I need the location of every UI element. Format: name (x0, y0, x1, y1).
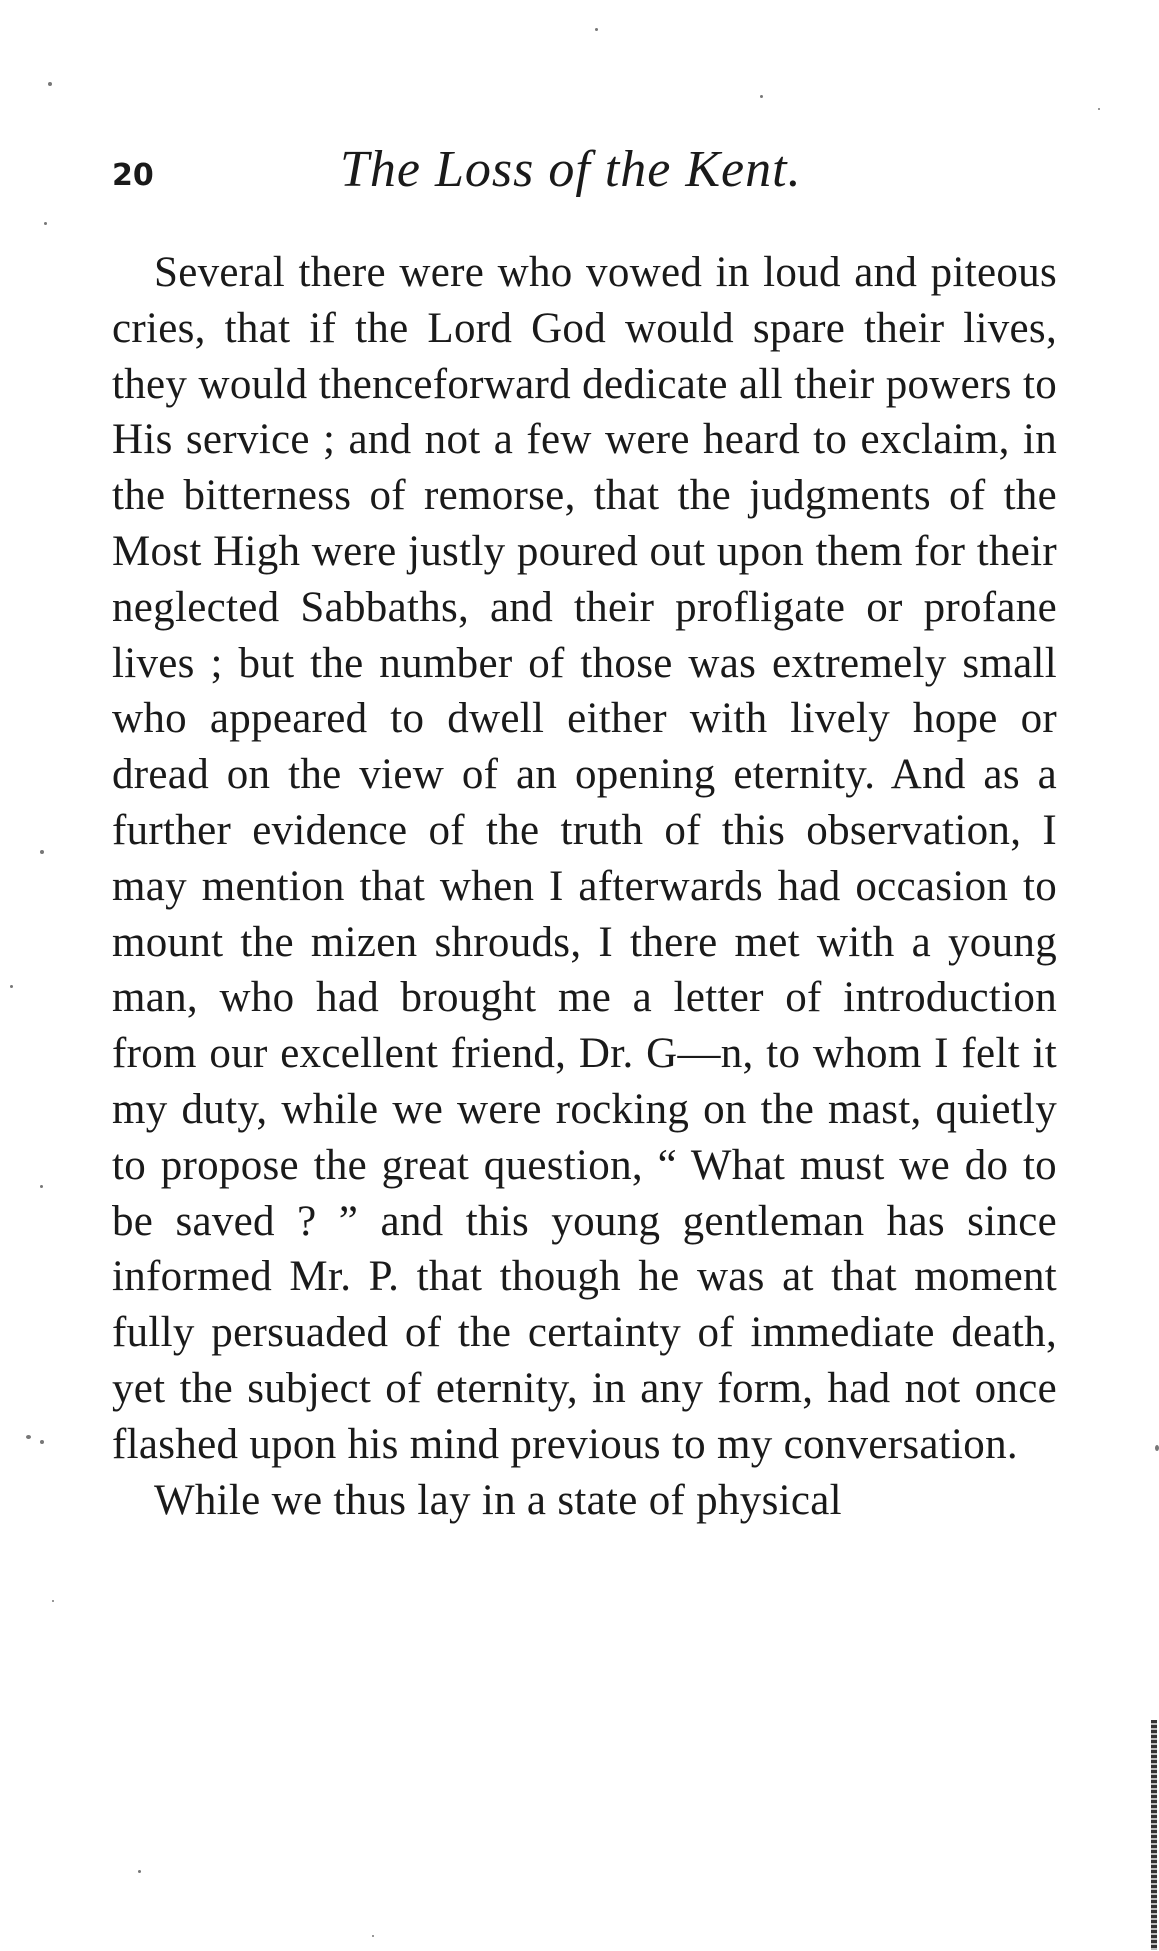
speck (44, 222, 47, 225)
paragraph: While we thus lay in a state of physical (154, 1476, 842, 1524)
speck (10, 985, 13, 988)
speck (1155, 1445, 1159, 1451)
page-number: 20 (112, 158, 154, 193)
body-text (112, 245, 1057, 1528)
speck (138, 1870, 141, 1873)
page-edge-mark (1151, 1720, 1157, 1950)
speck (52, 1600, 54, 1602)
speck (40, 1185, 43, 1188)
speck (26, 1435, 31, 1439)
speck (372, 1935, 374, 1937)
page-header (112, 140, 1072, 200)
speck (760, 95, 763, 98)
speck (1098, 108, 1100, 110)
speck (595, 28, 598, 31)
speck (48, 82, 52, 86)
speck (40, 850, 44, 854)
running-title: The Loss of the Kent. (340, 141, 802, 198)
speck (40, 1440, 44, 1444)
paragraph: Several there were who vowed in loud and piteous cries, that if the Lord God would spare their lives, they would thenceforward dedicate all their powers to His service ; and not a few were heard to exclaim, in the bitterness of remorse, that the judgments of the Most High were justly poured out upon them for their neglected Sabbaths, and their profligate or profane lives ; but the number of those was extremely small who appeared to dwell either with lively hope or dread on the view of an opening eternity. And as a further evidence of the truth of this observation, I may mention that when I afterwards had occasion to mount the mizen shrouds, I there met with a young man, who had brought me a letter of introduction from our excellent friend, Dr. G—n, to whom I felt it my duty, while we were rocking on the mast, quietly to propose the great question, “ What must we do to be saved ? ” and this young gentleman has since informed Mr. P. that though he was at that moment fully persuaded of the certainty of immediate death, yet the subject of eternity, in any form, had not once flashed upon his mind previous to my conversation. (112, 249, 1057, 1468)
